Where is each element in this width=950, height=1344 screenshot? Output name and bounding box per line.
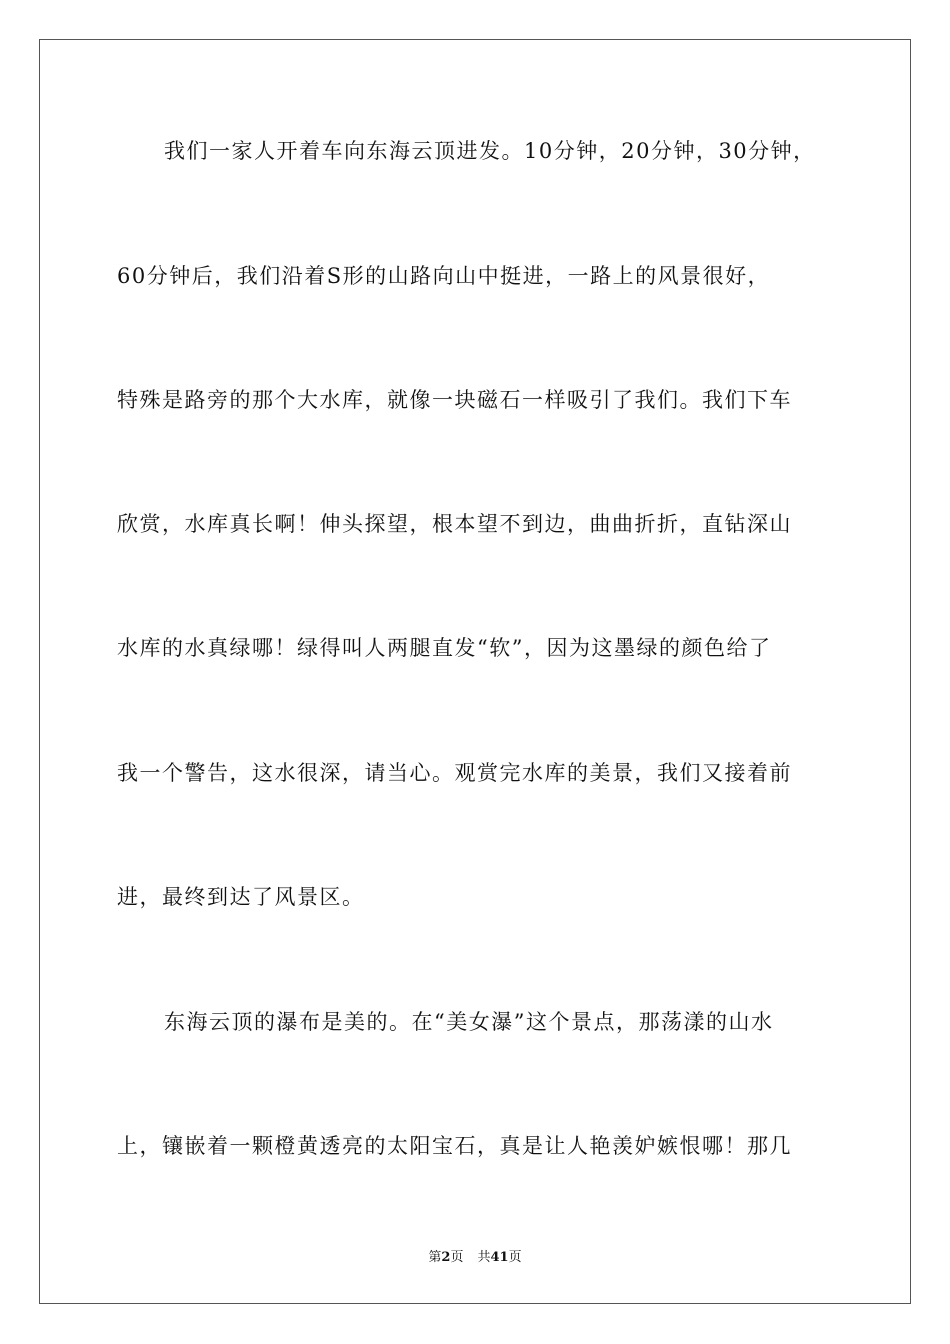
total-prefix: 共 xyxy=(477,1250,491,1265)
page-number: 2 xyxy=(441,1250,451,1265)
page-suffix: 页 xyxy=(450,1250,464,1265)
paragraph-2-line-1: 东海云顶的瀑布是美的。在“美女瀑”这个景点，那荡漾的山水 xyxy=(164,1010,774,1034)
paragraph-1-line-5: 水库的水真绿哪！绿得叫人两腿直发“软”，因为这墨绿的颜色给了 xyxy=(117,636,772,660)
paragraph-1-line-4: 欣赏，水库真长啊！伸头探望，根本望不到边，曲曲折折，直钻深山 xyxy=(117,512,792,536)
page-footer xyxy=(0,1249,950,1267)
paragraph-1-line-2: 60分钟后，我们沿着S形的山路向山中挺进，一路上的风景很好， xyxy=(117,264,771,288)
page-border xyxy=(39,39,911,1304)
paragraph-1-line-3: 特殊是路旁的那个大水库，就像一块磁石一样吸引了我们。我们下车 xyxy=(117,388,792,412)
total-pages: 41 xyxy=(490,1250,509,1265)
paragraph-2-line-2: 上，镶嵌着一颗橙黄透亮的太阳宝石，真是让人艳羡妒嫉恨哪！那几 xyxy=(117,1134,792,1158)
paragraph-1-line-1: 我们一家人开着车向东海云顶进发。10分钟，20分钟，30分钟， xyxy=(164,139,816,163)
paragraph-1-line-7: 进，最终到达了风景区。 xyxy=(117,885,365,909)
page-prefix: 第 xyxy=(428,1250,442,1265)
paragraph-1-line-6: 我一个警告，这水很深，请当心。观赏完水库的美景，我们又接着前 xyxy=(117,761,792,785)
total-suffix: 页 xyxy=(508,1250,522,1265)
